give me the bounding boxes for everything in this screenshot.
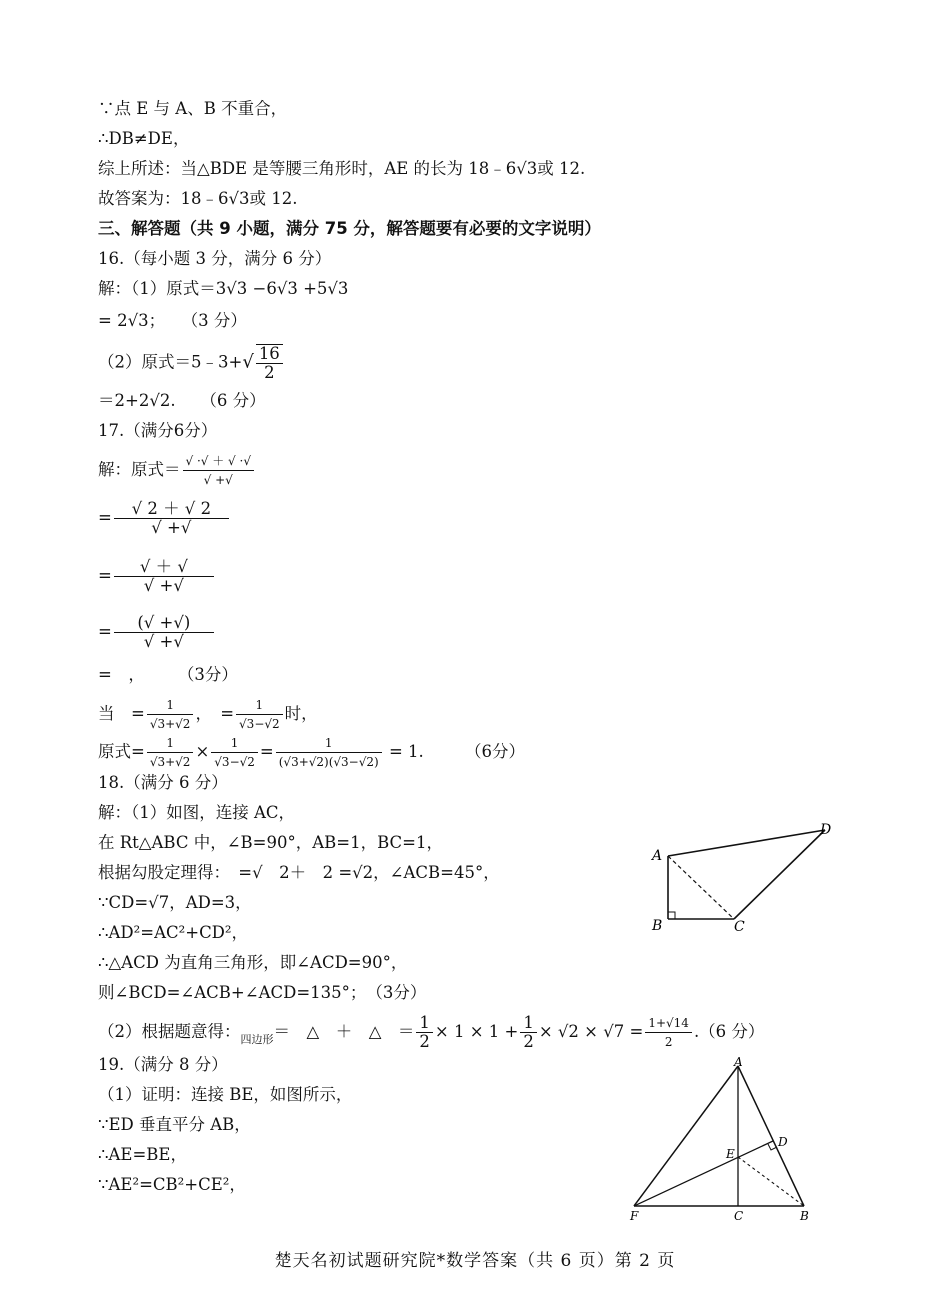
quadrilateral-figure (640, 818, 840, 938)
text-line: （1）证明：连接 BE，如图所示， (98, 1085, 353, 1104)
label-f: F (630, 1209, 639, 1223)
text-line: 则∠BCD=∠ACB+∠ACD=135°； （3分） (98, 983, 427, 1002)
text-segment: 解：原式＝ (98, 460, 181, 479)
equals-sign: = (98, 622, 112, 641)
page-footer: 楚天名初试题研究院*数学答案（共 6 页）第 2 页 (274, 1251, 676, 1271)
label-a: A (734, 1055, 743, 1069)
fraction-numerator: 1 (520, 1014, 537, 1033)
question-heading: 19.（满分 8 分） (98, 1055, 228, 1074)
label-d: D (820, 822, 832, 838)
segment-ab (738, 1066, 804, 1206)
label-c: C (734, 919, 745, 935)
fraction-numerator: √ ·√ ＋ √ ·√ (183, 452, 254, 471)
text-line: = 2√3； （3 分） (98, 311, 247, 330)
text-line (98, 734, 525, 771)
text-line: 解：（1）原式＝3√3 −6√3 +5√3 (98, 279, 349, 298)
text-segment: （2）原式＝5﹣3+ (98, 352, 243, 372)
segment-af (634, 1066, 738, 1206)
text-segment: 当 = (98, 704, 145, 723)
times-sign: × (195, 742, 210, 761)
text-line: ∵CD=√7，AD=3， (98, 893, 252, 912)
section-heading: 三、解答题（共 9 小题，满分 75 分，解答题要有必要的文字说明） (98, 219, 601, 238)
text-line: ∴AE=BE， (98, 1145, 187, 1164)
fraction-numerator: 1 (147, 696, 194, 715)
fraction-numerator: 1 (276, 734, 382, 753)
triangle-figure (620, 1054, 830, 1230)
fraction-denominator: √ +√ (143, 576, 184, 595)
segment-eb-dashed (738, 1157, 804, 1206)
text-line: 根据勾股定理得： =√ 2＋ 2 =√2，∠ACB=45°， (98, 863, 500, 882)
fraction-denominator: √ +√ (143, 632, 184, 651)
fraction-numerator: (√ +√) (114, 614, 214, 633)
right-angle-mark (668, 912, 675, 919)
fraction-denominator: √ +√ (203, 473, 233, 487)
label-b: B (800, 1209, 809, 1223)
text-line: ∴AD²=AC²+CD²， (98, 923, 249, 942)
question-heading: 18.（满分 6 分） (98, 773, 228, 792)
label-c: C (734, 1209, 744, 1223)
fraction-denominator: 2 (523, 1032, 534, 1051)
fraction-denominator: (√3+√2)(√3−√2) (278, 755, 379, 769)
fraction-numerator: √ ＋ √ (114, 558, 214, 577)
segment-ac-dashed (668, 856, 734, 919)
fraction-denominator: 2 (419, 1032, 430, 1051)
text-line (98, 1014, 764, 1051)
question-heading: 17.（满分6分） (98, 421, 218, 440)
text-line: 故答案为：18﹣6√3或 12. (98, 189, 298, 208)
fraction-numerator: 16 (256, 345, 283, 364)
equals-sign: = (98, 508, 112, 527)
segment-fd (634, 1141, 773, 1206)
fraction-numerator: √ 2 ＋ √ 2 (114, 500, 229, 519)
equals-sign: = (259, 742, 274, 761)
text-line: ∵AE²=CB²+CE²， (98, 1175, 246, 1194)
label-b: B (652, 918, 663, 934)
subscript: 四边形 (240, 1033, 274, 1046)
text-line: ∴DB≠DE， (98, 129, 190, 148)
text-segment: ＝ △ ＋ △ ＝ (273, 1022, 415, 1041)
fraction-numerator: 1 (147, 734, 194, 753)
text-line: （2）原式＝5﹣3+√ $\frac{16}{2}$ (98, 344, 285, 382)
text-segment: .（6 分） (693, 1022, 765, 1041)
text-line (98, 614, 216, 651)
text-segment: 原式= (98, 742, 145, 761)
equals-sign: = (98, 566, 112, 585)
text-segment: 时， (284, 704, 318, 723)
fraction-denominator: √3−√2 (239, 717, 280, 731)
question-heading: 16.（每小题 3 分，满分 6 分） (98, 249, 332, 268)
text-segment: = 1. （6分） (388, 742, 526, 761)
text-line: ∵点 E 与 A、B 不重合， (98, 99, 288, 118)
fraction-numerator: 1 (211, 734, 258, 753)
text-segment: × 1 × 1 + (434, 1022, 519, 1041)
fraction-numerator: 1 (236, 696, 283, 715)
text-line (98, 500, 231, 537)
label-e: E (726, 1147, 735, 1161)
text-line: 在 Rt△ABC 中，∠B=90°，AB=1，BC=1， (98, 833, 443, 852)
text-line (98, 558, 216, 595)
label-a: A (652, 848, 663, 864)
fraction-numerator: 1 (416, 1014, 433, 1033)
fraction-denominator: 2 (664, 1035, 673, 1049)
text-line (98, 452, 256, 489)
fraction-denominator: √3+√2 (149, 755, 191, 769)
label-d: D (778, 1135, 788, 1149)
text-line: ＝2+2√2. （6 分） (98, 391, 266, 410)
text-segment: ， = (195, 704, 235, 723)
text-line (98, 696, 318, 733)
text-line: 解：（1）如图，连接 AC， (98, 803, 296, 822)
text-line: = ， （3分） (98, 665, 238, 684)
text-segment: × √2 × √7 = (538, 1022, 644, 1041)
fraction-denominator: 2 (264, 363, 275, 382)
text-line: ∴△ACD 为直角三角形，即∠ACD=90°， (98, 953, 408, 972)
text-line: 综上所述：当△BDE 是等腰三角形时，AE 的长为 18﹣6√3或 12. (98, 159, 586, 178)
fraction-denominator: √ +√ (151, 518, 192, 537)
fraction-numerator: 1+√14 (645, 1014, 692, 1033)
fraction-denominator: √3−√2 (214, 755, 255, 769)
text-segment: （2）根据题意得： (98, 1022, 241, 1041)
fraction-denominator: √3+√2 (149, 717, 191, 731)
text-line: ∵ED 垂直平分 AB， (98, 1115, 251, 1134)
